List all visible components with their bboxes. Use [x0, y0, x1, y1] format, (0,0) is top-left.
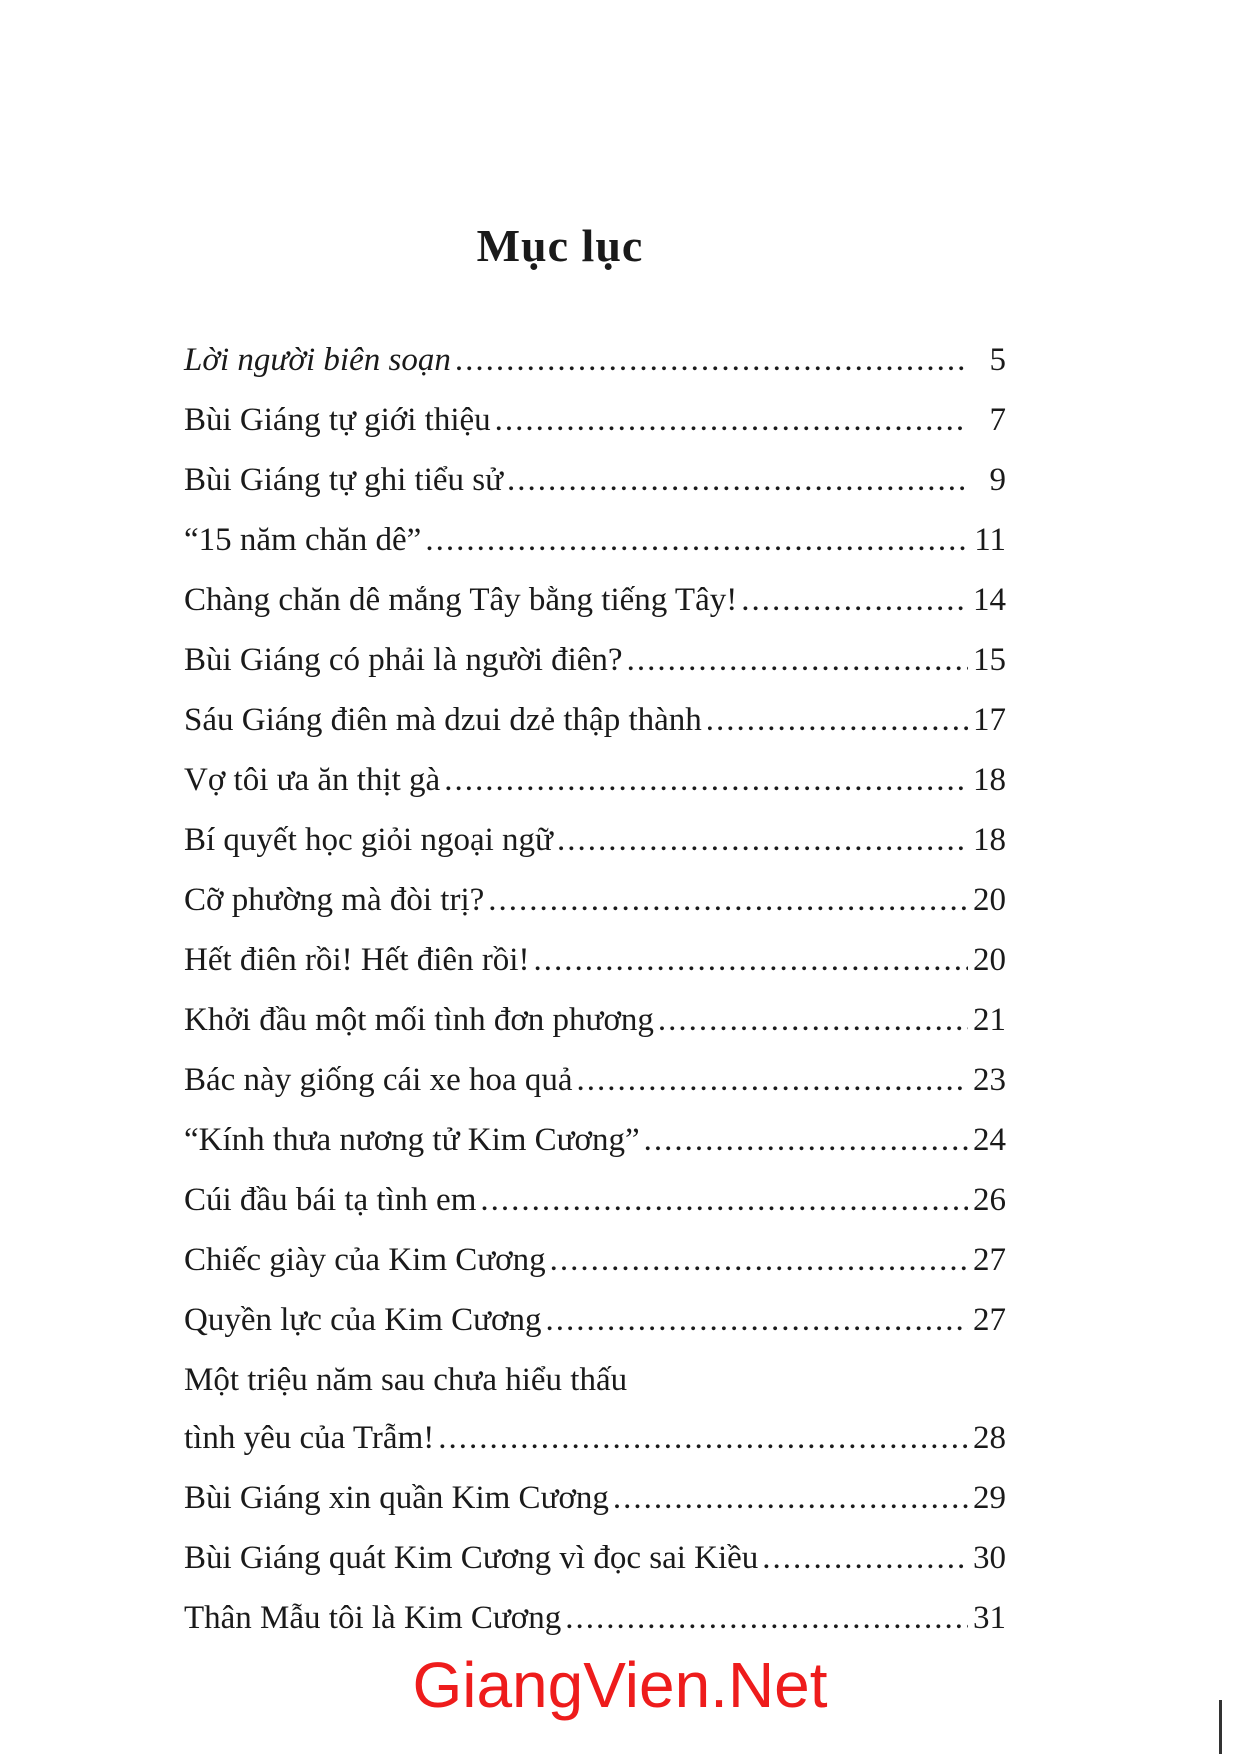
toc-entry-label: Vợ tôi ưa ăn thịt gà: [184, 762, 441, 798]
toc-entry-page: 26: [973, 1182, 1006, 1218]
toc-entry: [184, 1528, 1006, 1588]
toc-entry-label: Bùi Giáng tự ghi tiểu sử: [184, 462, 504, 498]
toc-entry-label: Thân Mẫu tôi là Kim Cương: [184, 1600, 562, 1636]
toc-entry-page: 27: [973, 1302, 1006, 1338]
toc-leader-dots: [495, 390, 968, 450]
toc-leader-dots: [480, 1170, 968, 1230]
toc-entry-page: 20: [973, 942, 1006, 978]
toc-leader-dots: [627, 630, 968, 690]
toc-leader-dots: [557, 810, 968, 870]
toc-leader-dots: [507, 450, 968, 510]
toc-entry: [184, 450, 1006, 510]
toc-entry-label: Bùi Giáng quát Kim Cương vì đọc sai Kiều: [184, 1540, 759, 1576]
toc-entry-page: 14: [973, 582, 1006, 618]
toc-leader-dots: [565, 1588, 968, 1648]
toc-entry-page: 11: [974, 522, 1006, 558]
toc-entry-page: 20: [973, 882, 1006, 918]
toc-entry-page: 17: [973, 702, 1006, 738]
toc-entry: [184, 1468, 1006, 1528]
toc-entry-page: 23: [973, 1062, 1006, 1098]
toc-entry: [184, 930, 1006, 990]
toc-entry-page: 18: [973, 762, 1006, 798]
toc-leader-dots: [762, 1528, 968, 1588]
toc-entry: [184, 1110, 1006, 1170]
toc-entry: [184, 1350, 1006, 1408]
toc-entry-label: Khởi đầu một mối tình đơn phương: [184, 1002, 654, 1038]
toc-entry: [184, 810, 1006, 870]
toc-leader-dots: [533, 930, 968, 990]
toc-entry-label: Bùi Giáng có phải là người điên?: [184, 642, 623, 678]
toc-entry-label: Bí quyết học giỏi ngoại ngữ: [184, 822, 553, 858]
toc-entry-page: 24: [973, 1122, 1006, 1158]
toc-entry: [184, 1230, 1006, 1290]
watermark: GiangVien.Net: [412, 1649, 828, 1721]
toc-entry-page: 30: [973, 1540, 1006, 1576]
toc-entry: [184, 1588, 1006, 1648]
toc-entry-page: 31: [973, 1600, 1006, 1636]
toc-entry-page: 27: [973, 1242, 1006, 1278]
toc-entry-page: 29: [973, 1480, 1006, 1516]
toc-entry: [184, 1290, 1006, 1350]
toc-entry-label: Chàng chăn dê mắng Tây bằng tiếng Tây!: [184, 582, 738, 618]
toc-entry-page: 5: [989, 342, 1006, 378]
toc-entry: [184, 990, 1006, 1050]
toc-entry-label: “Kính thưa nương tử Kim Cương”: [184, 1122, 640, 1158]
table-of-contents: [184, 330, 1006, 1648]
toc-entry: [184, 570, 1006, 630]
toc-entry: [184, 1408, 1006, 1468]
toc-leader-dots: [546, 1290, 969, 1350]
toc-entry-label: Bác này giống cái xe hoa quả: [184, 1062, 573, 1098]
toc-leader-dots: [658, 990, 968, 1050]
page-title: Mục lục: [476, 219, 644, 271]
toc-entry: [184, 1170, 1006, 1230]
toc-entry-label: Cỡ phường mà đòi trị?: [184, 882, 485, 918]
toc-entry-label: Hết điên rồi! Hết điên rồi!: [184, 942, 530, 978]
toc-entry-label: Sáu Giáng điên mà dzui dzẻ thập thành: [184, 702, 702, 738]
toc-leader-dots: [455, 330, 968, 390]
toc-entry: [184, 510, 1006, 570]
toc-entry: [184, 630, 1006, 690]
toc-entry: [184, 690, 1006, 750]
toc-entry-label: tình yêu của Trẫm!: [184, 1420, 435, 1456]
toc-leader-dots: [706, 690, 968, 750]
toc-leader-dots: [613, 1468, 968, 1528]
toc-leader-dots: [438, 1408, 968, 1468]
toc-entry: [184, 390, 1006, 450]
toc-entry: [184, 1050, 1006, 1110]
toc-entry-label: Chiếc giày của Kim Cương: [184, 1242, 546, 1278]
toc-entry-label: Cúi đầu bái tạ tình em: [184, 1182, 477, 1218]
toc-entry: [184, 870, 1006, 930]
toc-entry-label: Quyền lực của Kim Cương: [184, 1302, 542, 1338]
toc-entry-page: 9: [989, 462, 1006, 498]
toc-entry-label: Bùi Giáng xin quần Kim Cương: [184, 1480, 609, 1516]
toc-leader-dots: [425, 510, 968, 570]
toc-leader-dots: [488, 870, 968, 930]
toc-leader-dots: [741, 570, 968, 630]
toc-entry-page: 28: [973, 1420, 1006, 1456]
toc-leader-dots: [644, 1110, 968, 1170]
toc-entry-label: Bùi Giáng tự giới thiệu: [184, 402, 491, 438]
toc-entry-label: “15 năm chăn dê”: [184, 522, 422, 558]
toc-leader-dots: [550, 1230, 968, 1290]
toc-entry: [184, 330, 1006, 390]
toc-entry-page: 21: [973, 1002, 1006, 1038]
toc-entry-page: 15: [973, 642, 1006, 678]
toc-entry-page: 18: [973, 822, 1006, 858]
toc-entry-label: Lời người biên soạn: [184, 342, 451, 378]
toc-entry: [184, 750, 1006, 810]
toc-leader-dots: [444, 750, 968, 810]
toc-leader-dots: [577, 1050, 968, 1110]
toc-entry-label: Một triệu năm sau chưa hiểu thấu: [184, 1362, 628, 1398]
toc-entry-page: 7: [989, 402, 1006, 438]
